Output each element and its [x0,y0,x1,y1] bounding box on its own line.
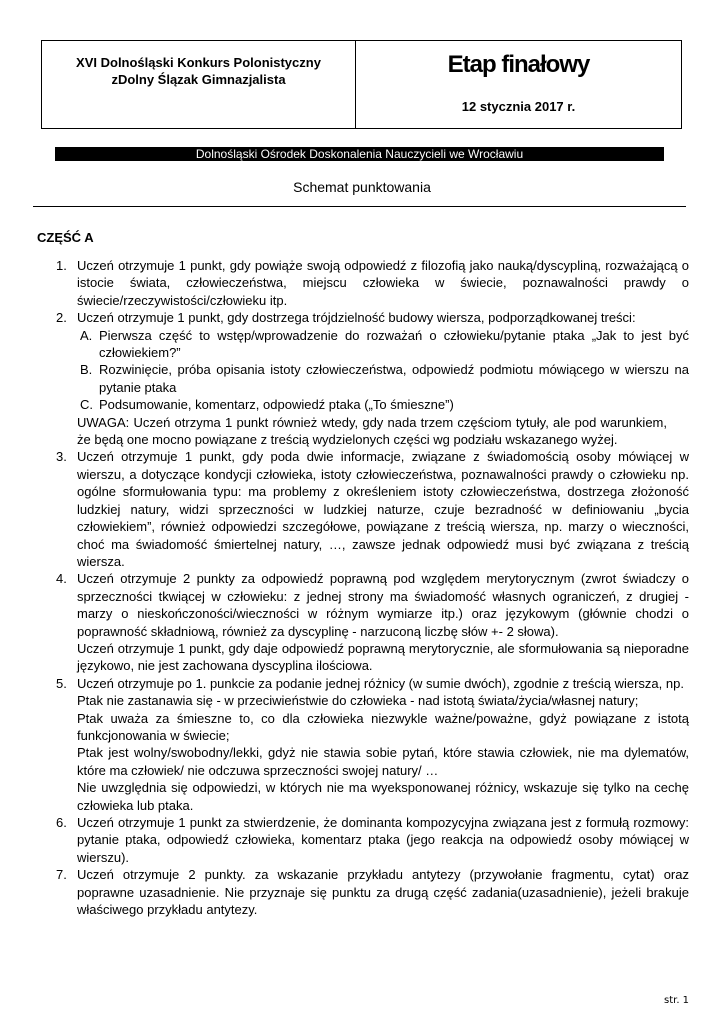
list-item [56,866,689,918]
stage-date: 12 stycznia 2017 r. [461,99,576,114]
sub-item [80,361,689,396]
sub-item-text: Podsumowanie, komentarz, odpowiedź ptaka („To śmieszne”) [99,397,454,413]
sub-item [80,327,689,362]
contest-name-cell [42,41,356,128]
item-number: 4. [56,571,67,587]
item-number: 3. [56,449,67,465]
item-text: Uczeń otrzymuje 1 punkt, gdy powiąże swoją odpowiedź z filozofią jako nauką/dyscypliną, rozważającą o istocie świata, człowieczeństwa, miejscu człowieka w świecie, poznawalności prawdy o świecie/rzeczywistości/człowieku itp. [77,258,689,308]
stage-title: Etap finałowy [447,51,590,78]
item-number: 5. [56,675,67,691]
sub-item [80,396,689,413]
item-number: 6. [56,815,67,830]
page-title: Schemat punktowania [293,179,431,195]
page-number: str. 1 [664,995,690,1006]
divider [33,206,686,207]
sub-item-letter: A. [80,327,93,343]
scoring-list [0,257,724,918]
item-extra-text: Ptak nie zastanawia się - w przeciwieństwie do człowieka - nad istotą świata/życia/własnej natury; [77,693,639,709]
item-number: 1. [56,258,67,273]
item-extra-text: Uczeń otrzymuje 1 punkt, gdy daje odpowiedź poprawną merytorycznie, ale sformułowania są nieporadne językowo, nie jest zachowana dyscyplina ilościowa. [77,640,689,674]
list-item [56,814,689,866]
sub-item-text: Rozwinięcie, próba opisania istoty człowieczeństwa, odpowiedź podmiotu mówiącego w wierszu na pytanie ptaka [99,362,689,395]
section-heading: CZĘŚĆ A [37,230,94,245]
item-number: 2. [56,310,67,326]
item-text: Uczeń otrzymuje po 1. punkcie za podanie jednej różnicy (w sumie dwóch), zgodnie z treścią wiersza, np. [77,675,684,691]
item-text: Uczeń otrzymuje 2 punkty. za wskazanie przykładu antytezy (przywołanie fragmentu, cytat) oraz poprawne uzasadnienie. Nie przyznaje się punktu za drugą część zadania(uzasadnienie), jeżeli brakuje właściwego przykładu antytezy. [77,867,689,918]
item-number: 7. [56,867,67,883]
sub-item-letter: C. [80,397,93,413]
note-text: UWAGA: Uczeń otrzyma 1 punkt również wtedy, gdy nada trzem częściom tytuły, ale pod warunkiem, że będą one mocno powiązane z treścią wydzielonych części wg podziału wskazanego wyżej. [77,414,667,448]
item-extra-text: Ptak uważa za śmieszne to, co dla człowieka niezwykle ważne/poważne, gdyż powiązane z istotą funkcjonowania w świecie; [77,710,689,743]
item-extra-text: Ptak jest wolny/swobodny/lekki, gdyż nie stawia sobie pytań, które stawia człowiek, nie ma dylematów, które ma człowiek/ nie odczuwa sprzeczności swojej natury/ … [77,745,689,778]
item-text: Uczeń otrzymuje 2 punkty za odpowiedź poprawną pod względem merytorycznym (zwrot świadczy o sprzeczności tkwiącej w człowieku: z jednej strony ma świadomość własnych ograniczeń, z drugiej - marzy o nieskończoności/wieczności w różnym wymiarze itp.) oraz językowym (głównie chodzi o poprawność składniową, również za dyscyplinę - narzuconą liczbę słów +- 2 słowa). [77,571,689,639]
stage-cell [356,41,681,128]
contest-line-2: zDolny Ślązak Gimnazjalista [111,72,286,87]
list-item [56,448,689,570]
sub-item-text: Pierwsza część to wstęp/wprowadzenie do rozważań o człowieku/pytanie ptaka „Jak to jest być człowiekiem?” [99,327,689,361]
list-item [56,257,689,309]
organizer-bar: Dolnośląski Ośrodek Doskonalenia Nauczycieli we Wrocławiu [55,147,664,161]
item-text: Uczeń otrzymuje 1 punkt, gdy dostrzega trójdzielność budowy wiersza, podporządkowanej treści: [77,310,636,326]
header-box [41,40,682,129]
list-item [56,309,689,448]
sub-item-letter: B. [80,362,93,378]
contest-line-1: XVI Dolnośląski Konkurs Polonistyczny [76,55,321,70]
item-text: Uczeń otrzymuje 1 punkt za stwierdzenie, że dominanta kompozycyjna związana jest z formułą rozmowy: pytanie ptaka, odpowiedź człowieka, komentarz ptaka (jego reakcja na odpowiedź osoby mówiącej w wierszu). [77,815,689,865]
item-extra-text: Nie uwzględnia się odpowiedzi, w których nie ma wyeksponowanej różnicy, wskazuje się tylko na cechę człowieka lub ptaka. [77,780,689,813]
item-text: Uczeń otrzymuje 1 punkt, gdy poda dwie informacje, związane z świadomością osoby mówiącej w wierszu, a dotyczące kondycji człowieka, istoty człowieczeństwa, poznawalności prawdy o człowieku np. ogólne sformułowania typu: ma problemy z określeniem istoty człowieczeństwa, dostrzega złożoność ludzkiej natury, widzi sprzeczności w ludzkiej naturze, czuje bezradność w definiowaniu „bycia człowiekiem”, również odpowiedzi szczegółowe, powiązane z treścią wiersza, np. marzy o wieczności, choć ma świadomość śmiertelnej natury, …, zawsze jednak odpowiedź musi być związana z treścią wiersza. [77,449,689,569]
list-item [56,570,689,674]
list-item [56,675,689,814]
